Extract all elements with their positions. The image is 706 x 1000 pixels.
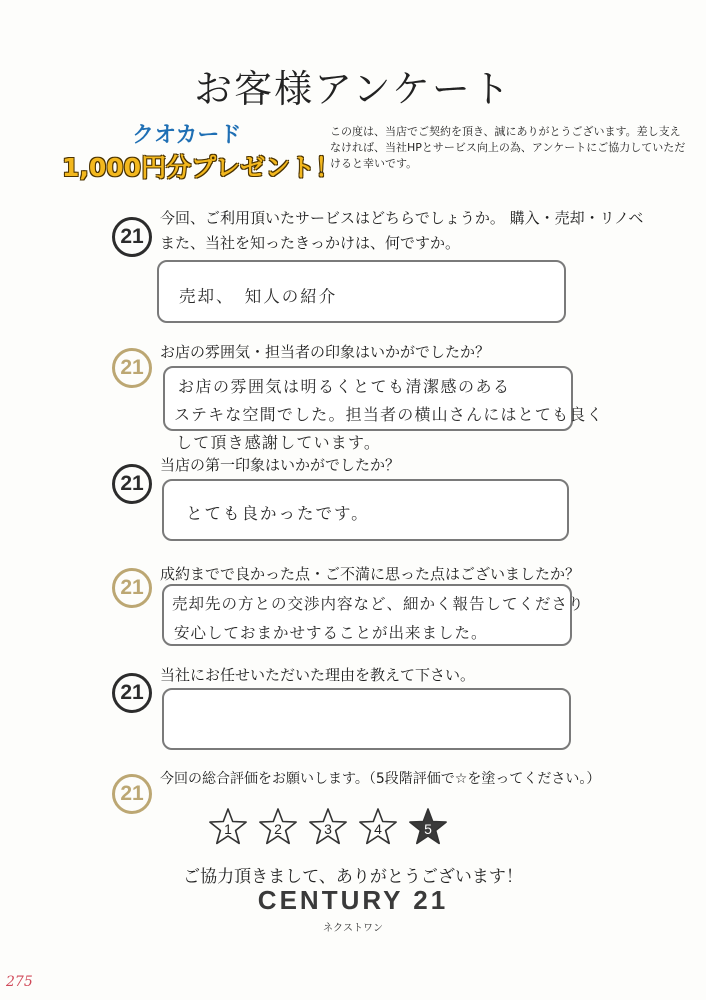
rating-star-3[interactable] [310,809,346,843]
company-name: ネクストワン [323,923,383,934]
rating-star-5[interactable] [410,809,446,843]
answer-2-line2: ステキな空間でした。担当者の横山さんにはとても良く [174,405,604,424]
rating-stars-svg [208,806,458,848]
answer-4-line1: 売却先の方との交渉内容など、細かく報告してくださり [172,595,585,613]
question-1-line2: また、当社を知ったきっかけは、何ですか。 [160,234,461,252]
century21-icon: 21 [112,348,152,388]
star-label: 4 [374,821,382,837]
page-number: 275 [6,974,33,990]
footer-thanks: ご協力頂きまして、ありがとうございます！ [183,867,523,887]
answer-3-text: とても良かったです。 [186,504,370,523]
answer-1-text: 売却、 知人の紹介 [179,287,338,306]
century21-icon: 21 [112,464,152,504]
star-label: 1 [224,821,232,837]
rating-star-2[interactable] [260,809,296,843]
promo-present: 1,000円分プレゼント！ [62,153,341,182]
answer-2-line3: して頂き感謝しています。 [176,433,382,452]
question-2: お店の雰囲気・担当者の印象はいかがでしたか？ [160,343,491,361]
rating-star-4[interactable] [360,809,396,843]
question-3: 当店の第一印象はいかがでしたか？ [160,456,401,474]
promo-quo-card: クオカード [132,123,242,148]
answer-2-line1: お店の雰囲気は明るくとても清潔感のある [178,377,511,396]
century21-icon: 21 [112,673,152,713]
star-label: 3 [324,821,332,837]
century21-logo: CENTURY 21 [257,885,449,915]
rating-star-1[interactable] [210,809,246,843]
century21-icon: 21 [112,568,152,608]
question-6: 今回の総合評価をお願いします。（5段階評価で☆を塗ってください。） [160,771,601,787]
answer-4-line2: 安心しておまかせすることが出来ました。 [174,624,488,642]
question-5: 当社にお任せいただいた理由を教えて下さい。 [160,666,476,684]
page-title: お客様アンケート [194,67,512,111]
answer-3-box[interactable] [162,479,569,541]
intro-text: この度は、当店でご契約を頂き、誠にありがとうございます。差し支えなければ、当社HPとサービス向上の為、アンケートにご協力していただけると幸いです。 [330,125,686,170]
century21-icon: 21 [112,217,152,257]
star-label: 2 [274,821,282,837]
rating-stars [208,806,458,848]
answer-1-box[interactable] [157,260,566,323]
century21-icon: 21 [112,774,152,814]
question-1-line1: 今回、ご利用頂いたサービスはどちらでしょうか。 購入・売却・リノベ [160,209,644,227]
star-label: 5 [424,821,432,837]
answer-5-box[interactable] [162,688,571,750]
question-4: 成約までで良かった点・ご不満に思った点はございましたか？ [160,565,581,583]
